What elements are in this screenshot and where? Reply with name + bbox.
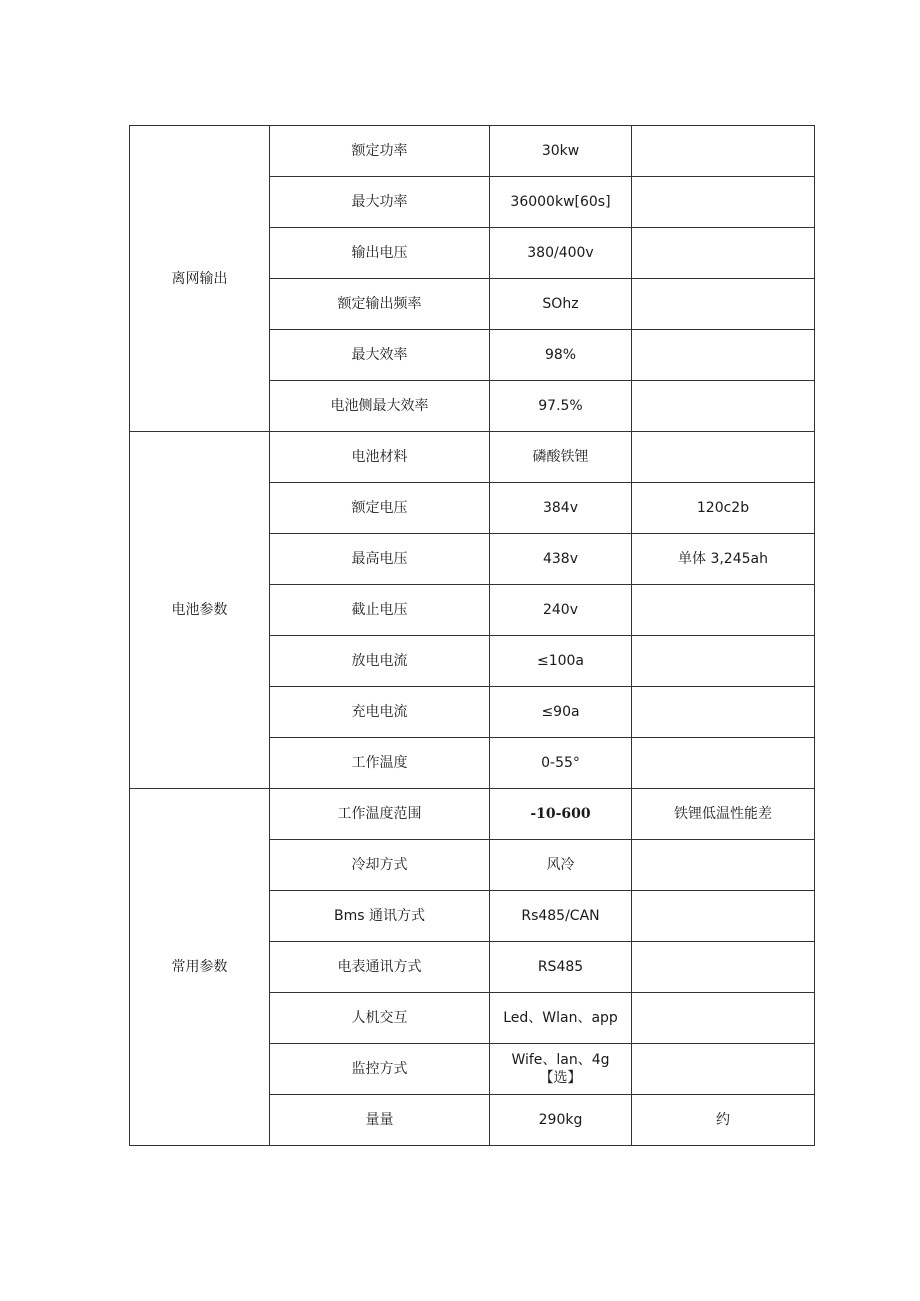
param-value: SOhz xyxy=(490,279,632,330)
param-note xyxy=(632,381,815,432)
param-value: 磷酸铁锂 xyxy=(490,432,632,483)
param-name: 工作温度范围 xyxy=(270,789,490,840)
param-name: 电表通讯方式 xyxy=(270,942,490,993)
param-note xyxy=(632,738,815,789)
param-value: RS485 xyxy=(490,942,632,993)
param-note xyxy=(632,177,815,228)
param-note xyxy=(632,1044,815,1095)
param-value: ≤100a xyxy=(490,636,632,687)
param-note xyxy=(632,942,815,993)
param-value: ≤90a xyxy=(490,687,632,738)
param-value: 36000kw[60s] xyxy=(490,177,632,228)
param-note: 约 xyxy=(632,1095,815,1146)
param-note xyxy=(632,687,815,738)
section-label: 常用参数 xyxy=(130,789,270,1146)
param-value: -10-600 xyxy=(490,789,632,840)
param-name: 截止电压 xyxy=(270,585,490,636)
spec-table xyxy=(129,125,815,1146)
param-note xyxy=(632,126,815,177)
param-note xyxy=(632,993,815,1044)
param-name: 输出电压 xyxy=(270,228,490,279)
param-name: 额定电压 xyxy=(270,483,490,534)
param-note xyxy=(632,891,815,942)
param-value: 384v xyxy=(490,483,632,534)
param-value: Wife、lan、4g 【选】 xyxy=(490,1044,632,1095)
param-value: 380/400v xyxy=(490,228,632,279)
param-name: 最大效率 xyxy=(270,330,490,381)
param-value: 240v xyxy=(490,585,632,636)
param-value: 97.5% xyxy=(490,381,632,432)
param-value: 30kw xyxy=(490,126,632,177)
section-label: 电池参数 xyxy=(130,432,270,789)
param-value: Rs485/CAN xyxy=(490,891,632,942)
param-note xyxy=(632,228,815,279)
param-value: 风冷 xyxy=(490,840,632,891)
param-name: 冷却方式 xyxy=(270,840,490,891)
table-row xyxy=(130,126,815,177)
param-note xyxy=(632,840,815,891)
param-name: 放电电流 xyxy=(270,636,490,687)
param-value: Led、Wlan、app xyxy=(490,993,632,1044)
section-label: 离网输出 xyxy=(130,126,270,432)
param-note xyxy=(632,636,815,687)
param-note xyxy=(632,330,815,381)
param-note: 120c2b xyxy=(632,483,815,534)
param-value: 0-55° xyxy=(490,738,632,789)
param-note xyxy=(632,432,815,483)
param-value: 98% xyxy=(490,330,632,381)
param-note: 单体 3,245ah xyxy=(632,534,815,585)
param-name: 监控方式 xyxy=(270,1044,490,1095)
param-note xyxy=(632,585,815,636)
param-name: 电池材料 xyxy=(270,432,490,483)
param-name: 电池侧最大效率 xyxy=(270,381,490,432)
param-name: 人机交互 xyxy=(270,993,490,1044)
param-name: 最高电压 xyxy=(270,534,490,585)
param-name: 工作温度 xyxy=(270,738,490,789)
param-name: 最大功率 xyxy=(270,177,490,228)
table-row xyxy=(130,432,815,483)
param-name: 充电电流 xyxy=(270,687,490,738)
param-note xyxy=(632,279,815,330)
param-name: 额定功率 xyxy=(270,126,490,177)
param-value: 438v xyxy=(490,534,632,585)
param-name: Bms 通讯方式 xyxy=(270,891,490,942)
param-note: 铁锂低温性能差 xyxy=(632,789,815,840)
param-name: 额定输出频率 xyxy=(270,279,490,330)
param-name: 量量 xyxy=(270,1095,490,1146)
param-value: 290kg xyxy=(490,1095,632,1146)
table-row xyxy=(130,789,815,840)
